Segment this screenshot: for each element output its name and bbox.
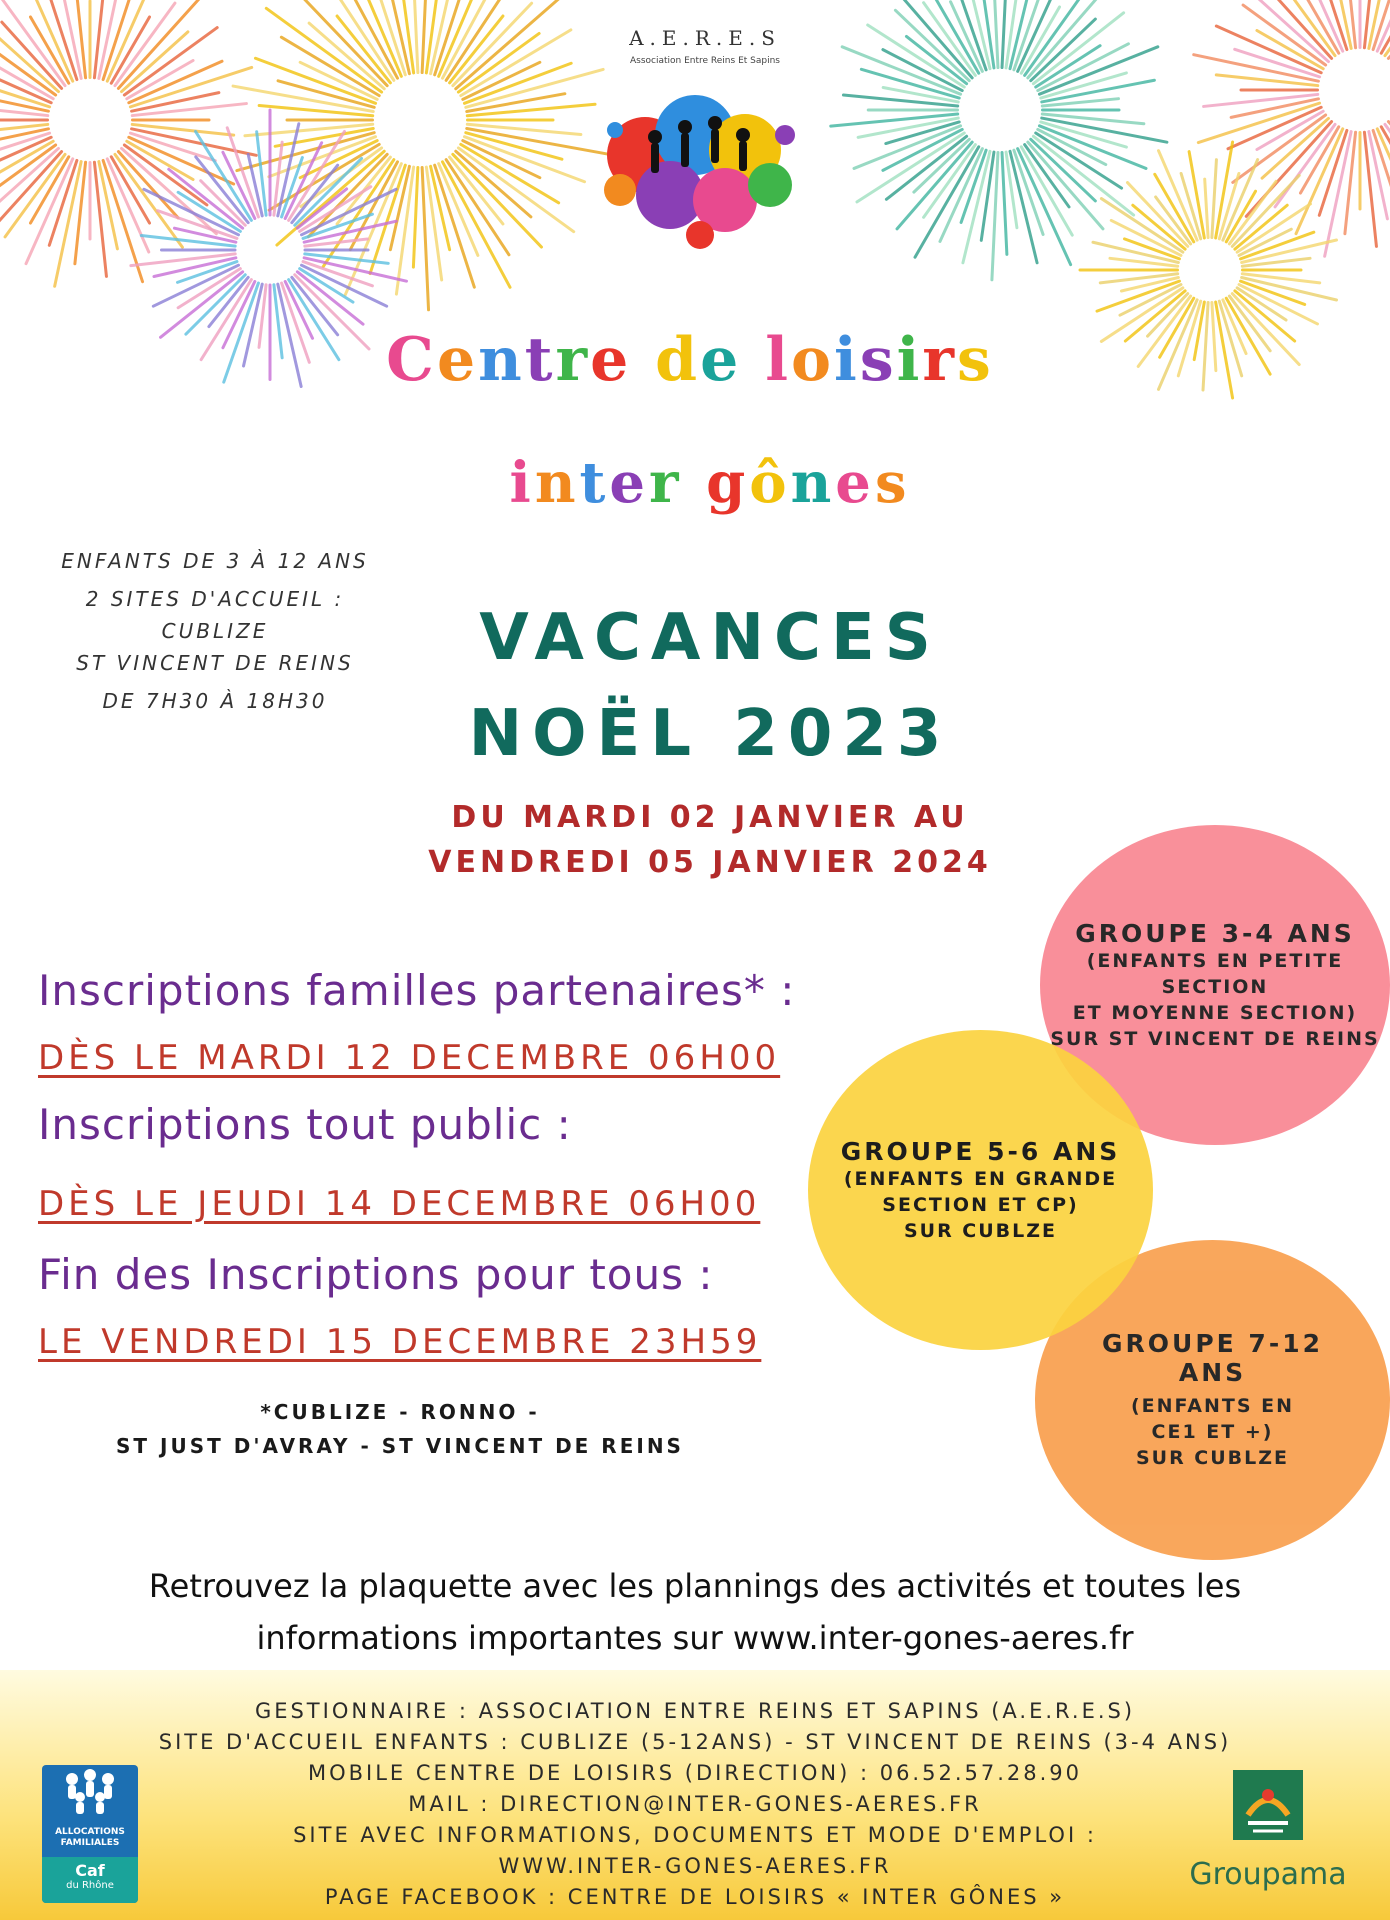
caf-region: du Rhône [66, 1880, 114, 1891]
headline-noel: NOËL 2023 [468, 697, 952, 771]
caf-family-icon [42, 1765, 138, 1825]
partner-communes-line-1: *CUBLIZE - RONNO - [260, 1400, 540, 1424]
group-3-4-line-1: (ENFANTS EN PETITE [1086, 949, 1344, 972]
info-sites-label: 2 SITES D'ACCUEIL : [85, 587, 345, 611]
info-ages: ENFANTS DE 3 À 12 ANS [61, 549, 369, 573]
info-site-st-vincent: ST VINCENT DE REINS [76, 651, 354, 675]
logo-association-name: Association Entre Reins Et Sapins [630, 56, 780, 66]
brochure-notice-line-2: informations importantes sur www.inter-gones-aeres.fr [256, 1619, 1134, 1657]
partner-communes [80, 1395, 720, 1463]
group-7-12-name-line-1: GROUPE 7-12 [1102, 1329, 1323, 1358]
dates-line-1: DU MARDI 02 JANVIER AU [451, 800, 969, 835]
caf-line-1: ALLOCATIONS [55, 1827, 125, 1837]
group-7-12-name-line-2: ANS [1178, 1358, 1247, 1387]
footer-mail: MAIL : DIRECTION@INTER-GONES-AERES.FR [408, 1792, 982, 1816]
registration-public-label: Inscriptions tout public : [38, 1100, 572, 1149]
brochure-notice [40, 1560, 1350, 1664]
inter-gones-title: inter gônes [509, 450, 911, 516]
partner-communes-line-2: ST JUST D'AVRAY - ST VINCENT DE REINS [116, 1434, 684, 1458]
info-site-cublize: CUBLIZE [161, 619, 269, 643]
paint-splash-icon [575, 75, 835, 285]
firework-green [831, 0, 1167, 280]
group-5-6-line-3: SUR CUBLZE [903, 1219, 1058, 1242]
footer [0, 1670, 1390, 1920]
footer-contact-info [130, 1696, 1260, 1913]
registration-end-date: LE VENDREDI 15 DECEMBRE 23H59 [38, 1322, 762, 1362]
footer-manager: GESTIONNAIRE : ASSOCIATION ENTRE REINS ET SAPINS (A.E.R.E.S) [254, 1699, 1136, 1723]
group-3-4-line-3: ET MOYENNE SECTION) [1072, 1001, 1358, 1024]
footer-phone: MOBILE CENTRE DE LOISIRS (DIRECTION) : 06.52.57.28.90 [307, 1761, 1083, 1785]
registration-partners-date: DÈS LE MARDI 12 DECEMBRE 06H00 [38, 1038, 781, 1078]
headline-vacances: VACANCES [479, 601, 941, 675]
info-block [40, 545, 390, 717]
headline [400, 590, 1020, 782]
groupama-wordmark: Groupama [1189, 1857, 1347, 1892]
group-7-12-line-3: SUR CUBLZE [1135, 1447, 1290, 1469]
aeres-logo [575, 20, 835, 290]
group-3-4-line-2: SECTION [1161, 975, 1269, 998]
group-3-4-line-4: SUR ST VINCENT DE REINS [1050, 1027, 1380, 1050]
groupama-emblem-icon [1178, 1765, 1358, 1855]
info-hours: DE 7H30 À 18H30 [102, 689, 328, 713]
dates-line-2: VENDREDI 05 JANVIER 2024 [428, 845, 992, 880]
group-5-6-line-2: SECTION ET CP) [882, 1193, 1079, 1216]
group-5-6-circle [808, 1030, 1153, 1350]
footer-sites: SITE D'ACCUEIL ENFANTS : CUBLIZE (5-12ANS) - ST VINCENT DE REINS (3-4 ANS) [158, 1730, 1232, 1754]
registration-public-date: DÈS LE JEUDI 14 DECEMBRE 06H00 [38, 1184, 761, 1224]
footer-website-label: SITE AVEC INFORMATIONS, DOCUMENTS ET MODE D'EMPLOI : [293, 1823, 1097, 1847]
group-3-4-name: GROUPE 3-4 ANS [1075, 918, 1355, 948]
group-7-12-line-2: CE1 ET +) [1151, 1421, 1274, 1443]
footer-facebook: PAGE FACEBOOK : CENTRE DE LOISIRS « INTER GÔNES » [324, 1885, 1066, 1909]
groupama-logo [1178, 1765, 1358, 1905]
group-7-12-line-1: (ENFANTS EN [1130, 1395, 1295, 1417]
caf-brand: Caf [75, 1861, 105, 1880]
holiday-dates [360, 795, 1060, 885]
caf-logo [42, 1765, 138, 1903]
brochure-notice-line-1: Retrouvez la plaquette avec les plannings des activités et toutes les [148, 1567, 1242, 1605]
registration-end-label: Fin des Inscriptions pour tous : [38, 1250, 714, 1299]
logo-acronym: A.E.R.E.S [629, 26, 781, 50]
firework-gold [1080, 142, 1336, 398]
centre-de-loisirs-title: Centre de loisirs [386, 325, 994, 395]
caf-line-2: FAMILIALES [60, 1838, 120, 1848]
registration-partners-label: Inscriptions familles partenaires* : [38, 966, 796, 1015]
firework-yellow [233, 0, 607, 310]
group-5-6-line-1: (ENFANTS EN GRANDE [843, 1167, 1118, 1190]
footer-website: WWW.INTER-GONES-AERES.FR [498, 1854, 892, 1878]
group-5-6-name: GROUPE 5-6 ANS [840, 1136, 1121, 1166]
